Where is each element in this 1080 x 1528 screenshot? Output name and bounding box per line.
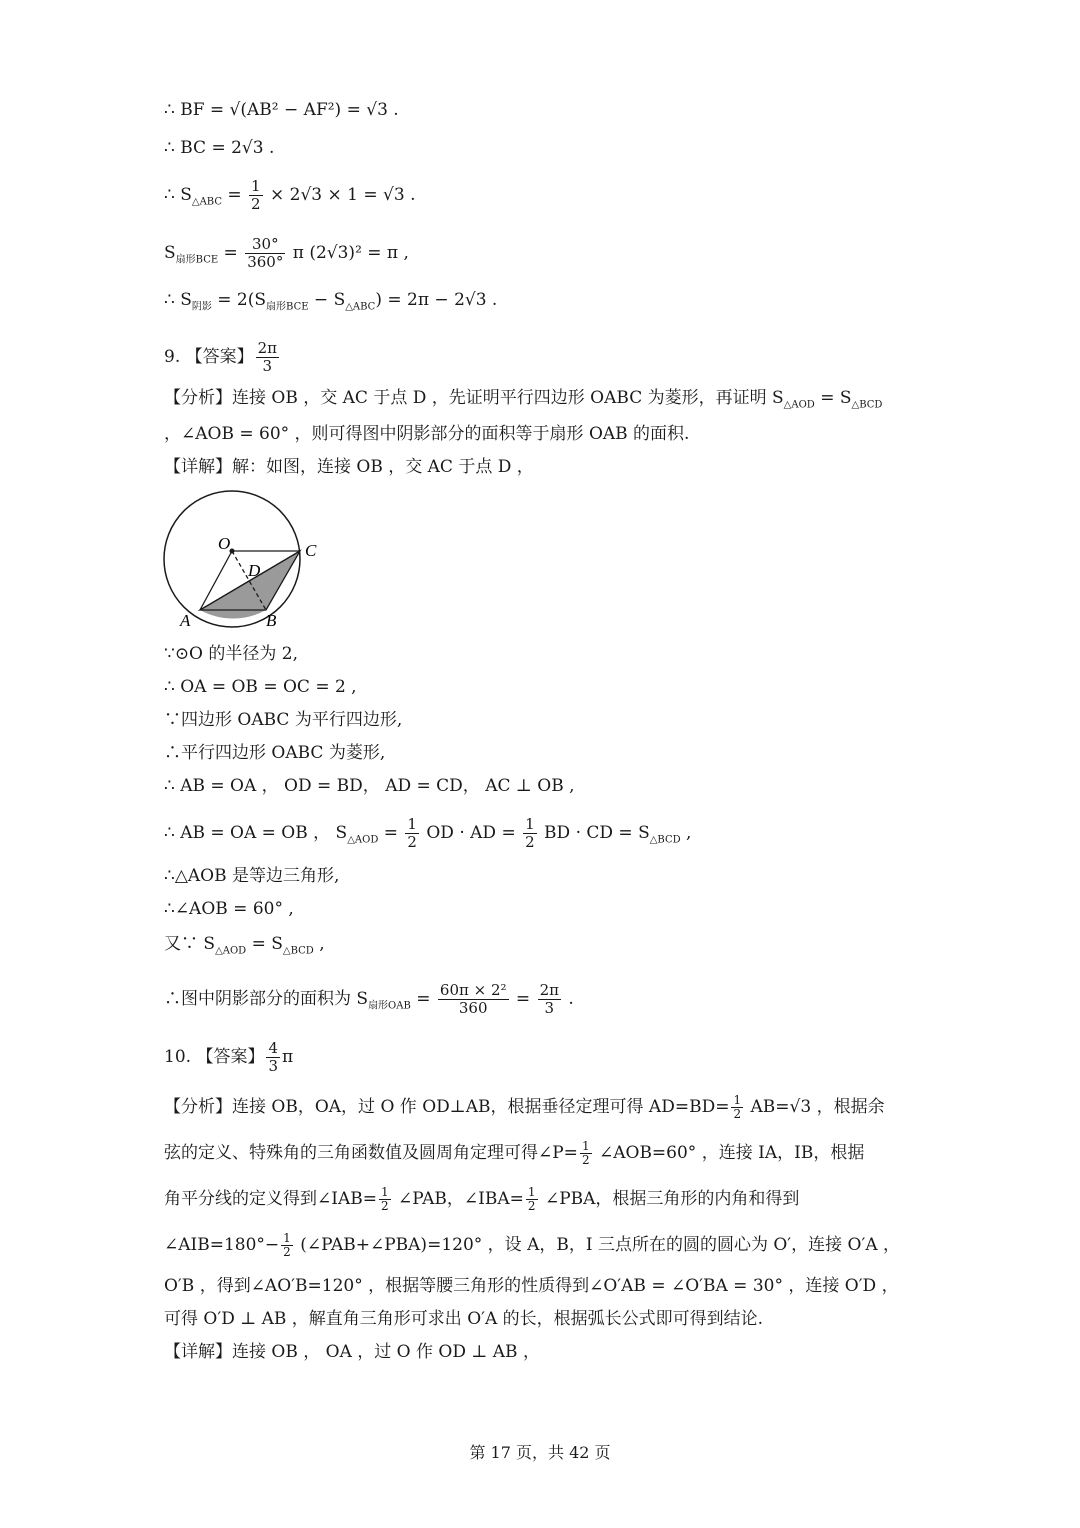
- q10-analysis-1: 【分析】连接 OB，OA，过 O 作 OD⊥AB，根据垂径定理可得 AD=BD= $\frac{1}{2}$ AB=√3 ，根据余: [164, 1093, 885, 1121]
- page-footer: 第 17 页，共 42 页: [469, 1443, 611, 1462]
- fraction: $\frac{1}{2}$: [251, 177, 261, 213]
- label-a: A: [180, 611, 191, 630]
- label-d: D: [248, 561, 261, 580]
- step-5: ∴ AB = OA ， OD = BD， AD = CD， AC ⊥ OB ,: [164, 776, 575, 796]
- q10-analysis-6: 可得 O′D ⊥ AB ，解直角三角形可求出 O′A 的长，根据弧长公式即可得到结论.: [164, 1309, 764, 1329]
- q10-analysis-5: O′B ，得到∠AO′B=120° ，根据等腰三角形的性质得到∠O′AB = ∠O′BA = 30° ，连接 O′D ，: [164, 1276, 899, 1296]
- fraction: $\frac{1}{2}$: [581, 1139, 590, 1167]
- step-4: ∴平行四边形 OABC 为菱形,: [164, 743, 386, 763]
- q9-detail: 【详解】解：如图，连接 OB ，交 AC 于点 D ，: [164, 457, 534, 477]
- step-1: ∵⊙O 的半径为 2,: [164, 644, 299, 664]
- q10-analysis-2: 弦的定义、特殊角的三角函数值及圆周角定理可得∠P= $\frac{1}{2}$ ∠AOB=60° ，连接 IA，IB，根据: [164, 1139, 865, 1167]
- q9-answer: 9. 【答案】 $\frac{2\pi}{3}$: [164, 339, 278, 375]
- fraction: $\frac{1}{2}$: [525, 815, 535, 851]
- fraction: $\frac{30^\circ}{360^\circ}$: [247, 235, 284, 271]
- step-7: ∴△AOB 是等边三角形,: [164, 866, 340, 886]
- q10-detail: 【详解】连接 OB ， OA ，过 O 作 OD ⊥ AB ，: [164, 1342, 540, 1362]
- q9-analysis-1: 【分析】连接 OB ，交 AC 于点 D ，先证明平行四边形 OABC 为菱形，再证明 $S_{\triangle AOD} = S_{\triangle BCD}$: [164, 388, 883, 411]
- step-9: 又∵ $S_{\triangle AOD} = S_{\triangle BCD}$ ,: [164, 934, 325, 957]
- line-bc: ∴ BC = 2√3 .: [164, 138, 275, 158]
- fraction: $\frac{\text{60π × 2²}}{360}$: [439, 981, 507, 1017]
- fraction: $\frac{1}{2}$: [733, 1093, 742, 1121]
- line-sector-bce: $S_{扇形BCE}$ = $\frac{30^\circ}{360^\circ}$ π (2√3)² = π ,: [164, 235, 409, 271]
- line-shaded: ∴ $S_{阴影} = 2(S_{扇形BCE} - S_{\triangle ABC}) = 2\pi - 2√3$ .: [164, 290, 498, 313]
- fraction: $\frac{2\pi}{3}$: [539, 981, 559, 1017]
- fraction: $\frac{1}{2}$: [527, 1185, 536, 1213]
- fraction: $\frac{1}{2}$: [380, 1185, 389, 1213]
- step-2: ∴ OA = OB = OC = 2 ,: [164, 677, 357, 697]
- fraction: $\frac{1}{2}$: [407, 815, 417, 851]
- step-8: ∴∠AOB = 60° ,: [164, 899, 294, 919]
- label-o: O: [218, 534, 231, 553]
- q10-analysis-3: 角平分线的定义得到∠IAB= $\frac{1}{2}$ ∠PAB，∠IBA= $\frac{1}{2}$ ∠PBA，根据三角形的内角和得到: [164, 1185, 800, 1213]
- q9-analysis-2: ，∠AOB = 60° ，则可得图中阴影部分的面积等于扇形 OAB 的面积.: [164, 424, 690, 444]
- fraction: $\frac{4}{3}$: [268, 1039, 278, 1075]
- q10-answer: 10. 【答案】 $\frac{4}{3}$ π: [164, 1039, 294, 1075]
- step-6: ∴ AB = OA = OB ， $S_{\triangle AOD}$ = $\frac{1}{2}$ OD · AD = $\frac{1}{2}$ BD · CD = $S_{\triangle BCD}$ ,: [164, 815, 692, 851]
- segment-shade: [200, 610, 266, 619]
- fraction: $\frac{1}{2}$: [283, 1231, 291, 1259]
- fraction: $\frac{2\pi}{3}$: [257, 339, 278, 375]
- circle-diagram: [150, 488, 350, 633]
- q10-analysis-4: ∠AIB=180°− $\frac{1}{2}$ (∠PAB+∠PBA)=120° ，设 A，B，I 三点所在的圆的圆心为 O′，连接 O′A ，: [164, 1231, 901, 1259]
- label-b: B: [266, 611, 277, 630]
- line-area-abc: ∴ $S_{\triangle ABC}$ = $\frac{1}{2}$ × 2√3 × 1 = √3 .: [164, 177, 416, 213]
- step-10: ∴图中阴影部分的面积为 $S_{扇形OAB}$ = $\frac{\text{60π × 2²}}{360}$ = $\frac{2\pi}{3}$ .: [164, 981, 574, 1017]
- step-3: ∵四边形 OABC 为平行四边形,: [164, 710, 403, 730]
- line-bf: ∴ BF = √(AB² − AF²) = √3 .: [164, 100, 399, 120]
- label-c: C: [305, 541, 317, 560]
